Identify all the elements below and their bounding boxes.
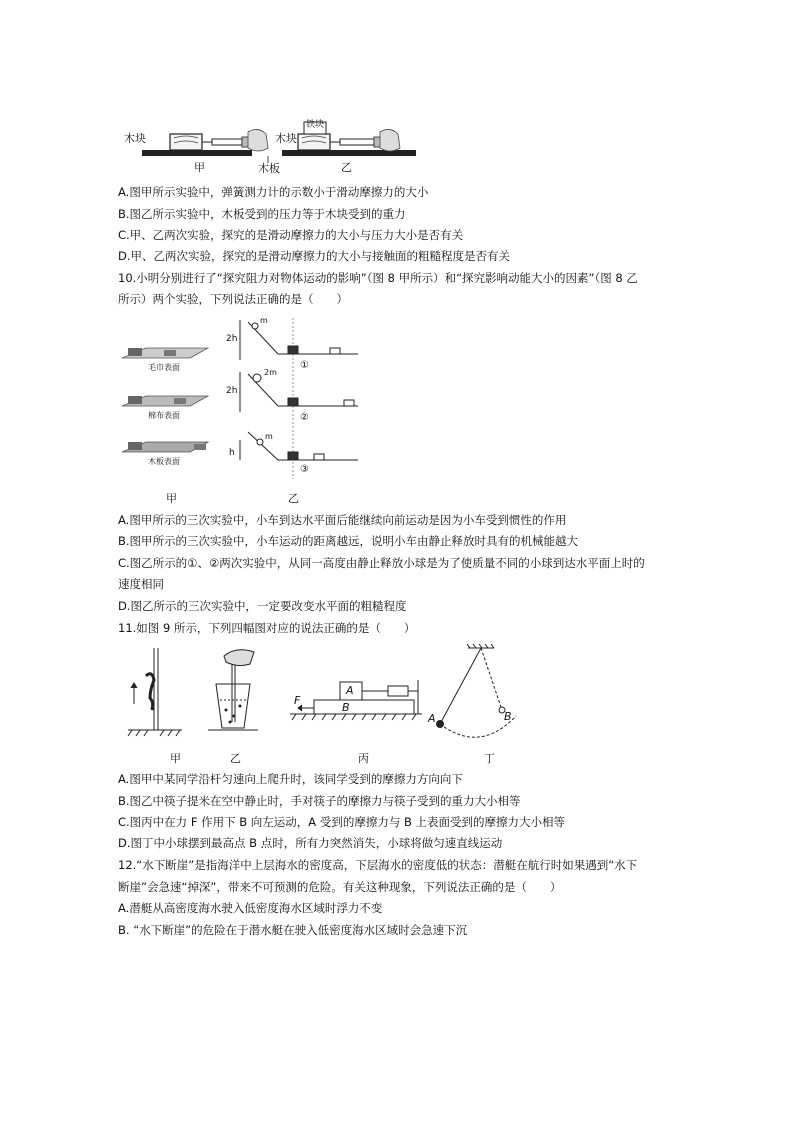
q11-option-a: A.图甲中某同学沿杆匀速向上爬升时，该同学受到的摩擦力方向向下 (118, 772, 463, 786)
q12-stem-line-1: 12.“水下断崖”是指海洋中上层海水的密度高，下层海水的密度低的状态：潜艇在航行时如果遇到“水下 (118, 858, 638, 872)
q10-option-b: B.图甲所示的三次实验中，小车运动的距离越远，说明小车由静止释放时具有的机械能越大 (118, 534, 579, 548)
label-board: 木板 (258, 162, 280, 175)
figure-friction-experiment (118, 118, 418, 178)
q12-option-b: B. “水下断崖”的危险在于潜水艇在驶入低密度海水区域时会急速下沉 (118, 923, 468, 937)
chopsticks-rice-cup (208, 650, 258, 730)
label-block-right: 木块 (275, 132, 297, 145)
label-n3: ③ (300, 464, 309, 475)
label-iron-weight: 铁块 (306, 120, 325, 130)
incline-cotton (122, 396, 208, 406)
q10-option-c: C.图乙所示的①、②两次实验中，从同一高度由静止释放小球是为了使质量不同的小球到达水平面上时的 (118, 556, 645, 570)
figure-8 (118, 314, 368, 509)
q9-option-b: B.图乙所示实验中，木板受到的压力等于木块受到的重力 (118, 207, 406, 221)
figure-9 (118, 644, 548, 770)
label-point-a: A (428, 712, 436, 725)
q10-option-a: A.图甲所示的三次实验中，小车到达水平面后能继续向前运动是因为小车受到惯性的作用 (118, 513, 567, 527)
caption-jia: 甲 (170, 752, 181, 765)
q11-stem: 11.如图 9 所示，下列四幅图对应的说法正确的是（ ） (118, 621, 416, 635)
caption-yi: 乙 (230, 752, 241, 765)
hand-left (248, 129, 268, 151)
q11-option-b: B.图乙中筷子提米在空中静止时，手对筷子的摩擦力与筷子受到的重力大小相等 (118, 794, 521, 808)
label-m1: m (260, 316, 268, 325)
incline-towel (122, 348, 208, 358)
label-block-left: 木块 (124, 132, 146, 145)
board-left (142, 150, 252, 156)
label-block-b: B (342, 701, 350, 714)
q11-option-c: C.图丙中在力 F 作用下 B 向左运动，A 受到的摩擦力与 B 上表面受到的摩擦力大小相等 (118, 815, 566, 829)
blocks-a-b (290, 680, 422, 720)
caption-yi: 乙 (341, 161, 352, 174)
caption-ding: 丁 (484, 752, 495, 765)
label-point-b: B (504, 710, 512, 723)
label-n2: ② (300, 412, 309, 423)
label-surface-cotton: 棉布表面 (148, 411, 180, 420)
q10-stem-line-2: 所示）两个实验，下列说法正确的是（ ） (118, 292, 348, 306)
caption-jia: 甲 (194, 161, 205, 174)
caption-yi: 乙 (288, 492, 299, 505)
label-surface-wood: 木板表面 (148, 457, 180, 466)
label-block-a: A (346, 684, 354, 697)
hand-right (380, 129, 400, 151)
q10-stem-line-1: 10.小明分别进行了“探究阻力对物体运动的影响”（图 8 甲所示）和“探究影响动能大小的因素”（图 8 乙 (118, 271, 638, 285)
label-m2: 2m (264, 368, 277, 377)
label-h1: 2h (226, 334, 238, 344)
label-h3: h (229, 448, 235, 458)
pendulum (437, 644, 517, 737)
board-right (282, 150, 416, 156)
ramp-3 (240, 432, 358, 460)
q9-option-d: D.甲、乙两次实验，探究的是滑动摩擦力的大小与接触面的粗糙程度是否有关 (118, 249, 511, 263)
q11-option-d: D.图丁中小球摆到最高点 B 点时，所有力突然消失，小球将做匀速直线运动 (118, 836, 503, 850)
label-h2: 2h (226, 386, 238, 396)
q12-stem-line-2: 断崖”会急速“掉深”，带来不可预测的危险。有关这种现象，下列说法正确的是（ ） (118, 880, 562, 894)
label-force-f: F (294, 694, 301, 707)
caption-jia: 甲 (166, 492, 177, 505)
caption-bing: 丙 (358, 752, 369, 765)
q9-option-c: C.甲、乙两次实验，探究的是滑动摩擦力的大小与压力大小是否有关 (118, 228, 464, 242)
q12-option-a: A.潜艇从高密度海水驶入低密度海水区域时浮力不变 (118, 901, 383, 915)
label-n1: ① (300, 360, 309, 371)
q9-option-a: A.图甲所示实验中，弹簧测力计的示数小于滑动摩擦力的大小 (118, 185, 429, 199)
ramp-1 (240, 320, 358, 360)
incline-wood (122, 442, 208, 452)
label-surface-towel: 毛巾表面 (148, 363, 180, 372)
q10-option-d: D.图乙所示的三次实验中，一定要改变水平面的粗糙程度 (118, 599, 407, 613)
q10-option-c-cont: 速度相同 (118, 577, 164, 591)
ramp-2 (240, 372, 358, 412)
pole-climber (128, 648, 182, 736)
label-m3: m (265, 432, 273, 441)
